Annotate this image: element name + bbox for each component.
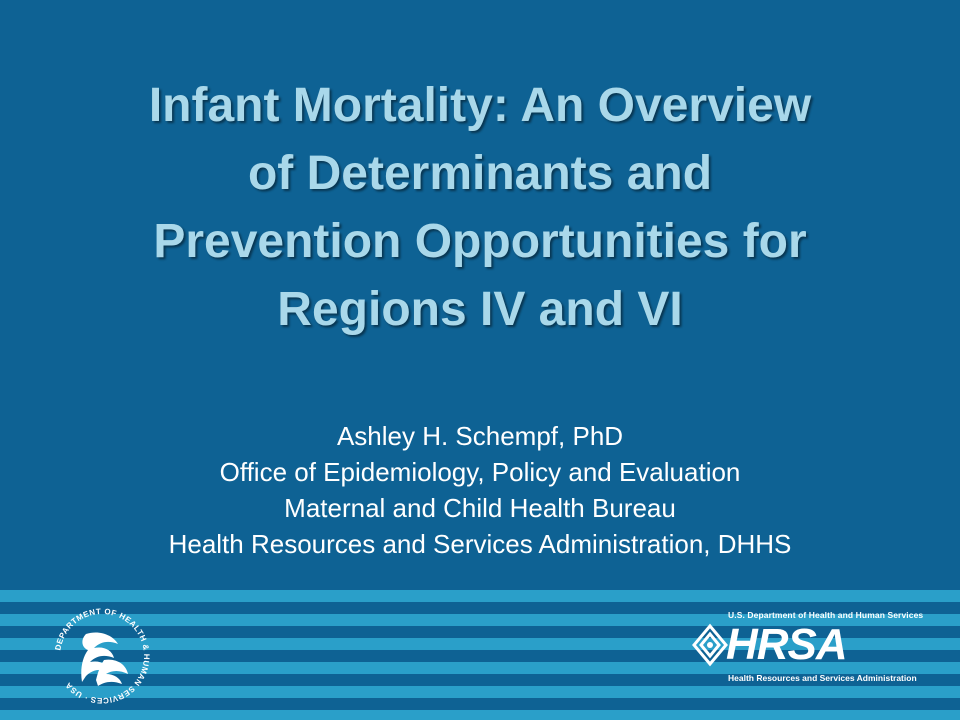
author-name: Ashley H. Schempf, PhD <box>336 421 624 451</box>
title-line: Infant Mortality: An Overview <box>148 79 812 132</box>
author-office: Office of Epidemiology, Policy and Evaluation <box>219 457 741 487</box>
hrsa-wordmark: HRSA <box>726 620 847 669</box>
author-block <box>40 418 920 562</box>
seal-text: DEPARTMENT OF HEALTH & HUMAN SERVICES · USA <box>53 606 152 706</box>
hrsa-logo <box>690 610 924 688</box>
hhs-seal-logo <box>46 600 158 712</box>
author-agency: Health Resources and Services Administration, DHHS <box>168 529 792 559</box>
hrsa-department-text: U.S. Department of Health and Human Services <box>728 610 924 620</box>
title-line: Regions IV and VI <box>277 283 683 336</box>
title-line: Prevention Opportunities for <box>153 215 807 268</box>
hrsa-agency-text: Health Resources and Services Administration <box>728 673 917 683</box>
hrsa-diamond-icon <box>690 622 730 668</box>
author-bureau: Maternal and Child Health Bureau <box>284 493 676 523</box>
title-line: of Determinants and <box>247 147 713 200</box>
slide-title <box>60 72 900 344</box>
